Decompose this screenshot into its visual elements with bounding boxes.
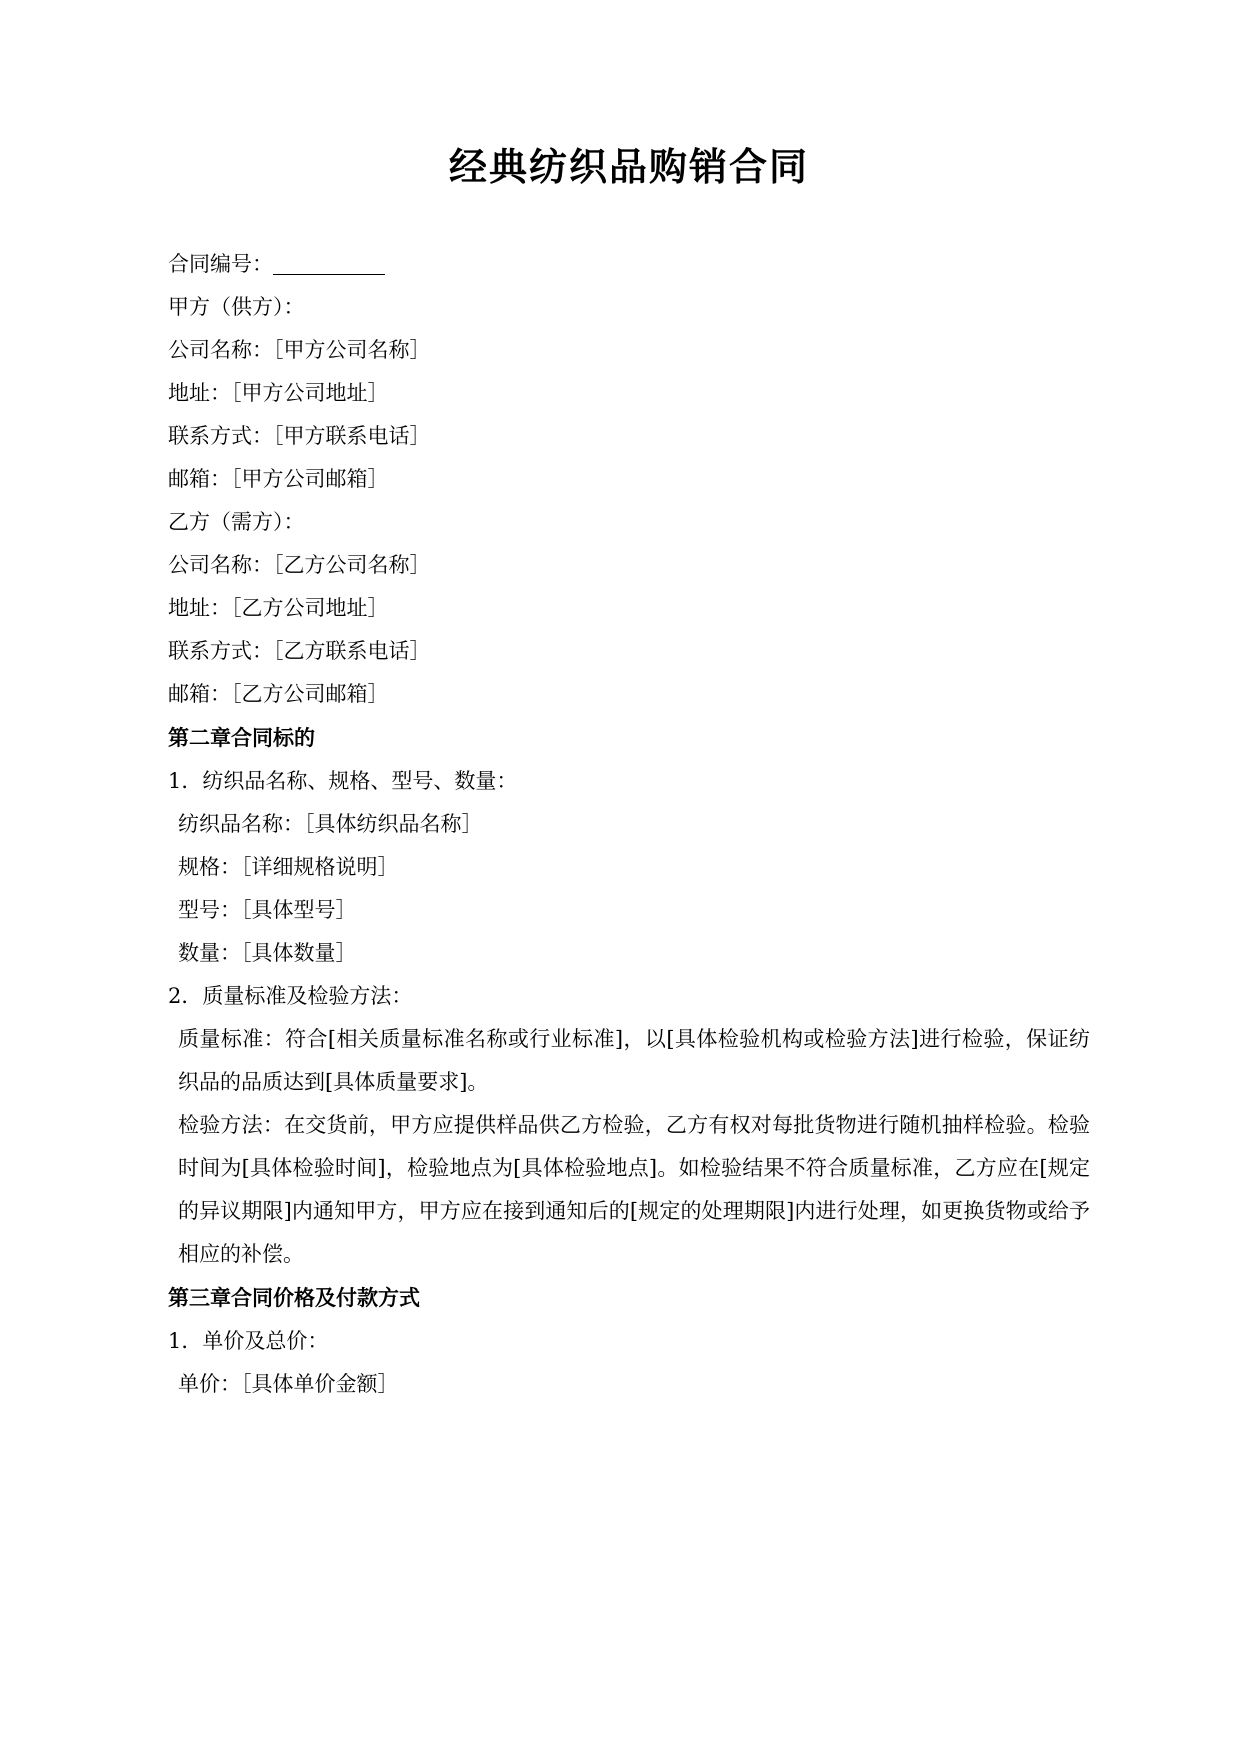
chapter-2-product-quantity: 数量：［具体数量］ [178,941,357,965]
party-a-contact: 联系方式：［甲方联系电话］ [168,424,431,448]
page-title: 经典纺织品购销合同 [448,144,809,189]
party-b-heading: 乙方（需方）： [168,510,305,534]
chapter-2-inspection-method: 检验方法：在交货前，甲方应提供样品供乙方检验，乙方有权对每批货物进行随机抽样检验。检验时间为[具体检验时间]，检验地点为[具体检验地点]。如检验结果不符合质量标准，乙方应在[规定的异议期限]内通知甲方，甲方应在接到通知后的[规定的处理期限]内进行处理，如更换货物或给予相应的补偿。 [178,1113,1090,1266]
contract-number-blank[interactable] [273,274,385,275]
chapter-2-product-model: 型号：［具体型号］ [178,898,357,922]
chapter-2-product-name: 纺织品名称：［具体纺织品名称］ [178,812,483,836]
chapter-2-quality-standard: 质量标准：符合[相关质量标准名称或行业标准]，以[具体检验机构或检验方法]进行检验，保证纺织品的品质达到[具体质量要求]。 [178,1027,1090,1094]
chapter-2-item-2-label: 2．质量标准及检验方法： [168,984,413,1008]
chapter-3-heading: 第三章合同价格及付款方式 [168,1286,420,1310]
party-b-company-name: 公司名称：［乙方公司名称］ [168,553,431,577]
chapter-3-item-1-label: 1．单价及总价： [168,1329,329,1353]
contract-number-line [168,243,1090,286]
chapter-3-unit-price: 单价：［具体单价金额］ [178,1372,399,1396]
chapter-2-item-1-label: 1．纺织品名称、规格、型号、数量： [168,769,518,793]
chapter-2-heading: 第二章合同标的 [168,726,315,750]
party-a-heading: 甲方（供方）： [168,295,305,319]
party-a-address: 地址：［甲方公司地址］ [168,381,389,405]
chapter-2-product-spec: 规格：［详细规格说明］ [178,855,399,879]
party-a-email: 邮箱：［甲方公司邮箱］ [168,467,389,491]
party-b-email: 邮箱：［乙方公司邮箱］ [168,682,389,706]
party-b-address: 地址：［乙方公司地址］ [168,596,389,620]
party-b-contact: 联系方式：［乙方联系电话］ [168,639,431,663]
party-a-company-name: 公司名称：［甲方公司名称］ [168,338,431,362]
contract-number-label: 合同编号： [168,252,273,276]
